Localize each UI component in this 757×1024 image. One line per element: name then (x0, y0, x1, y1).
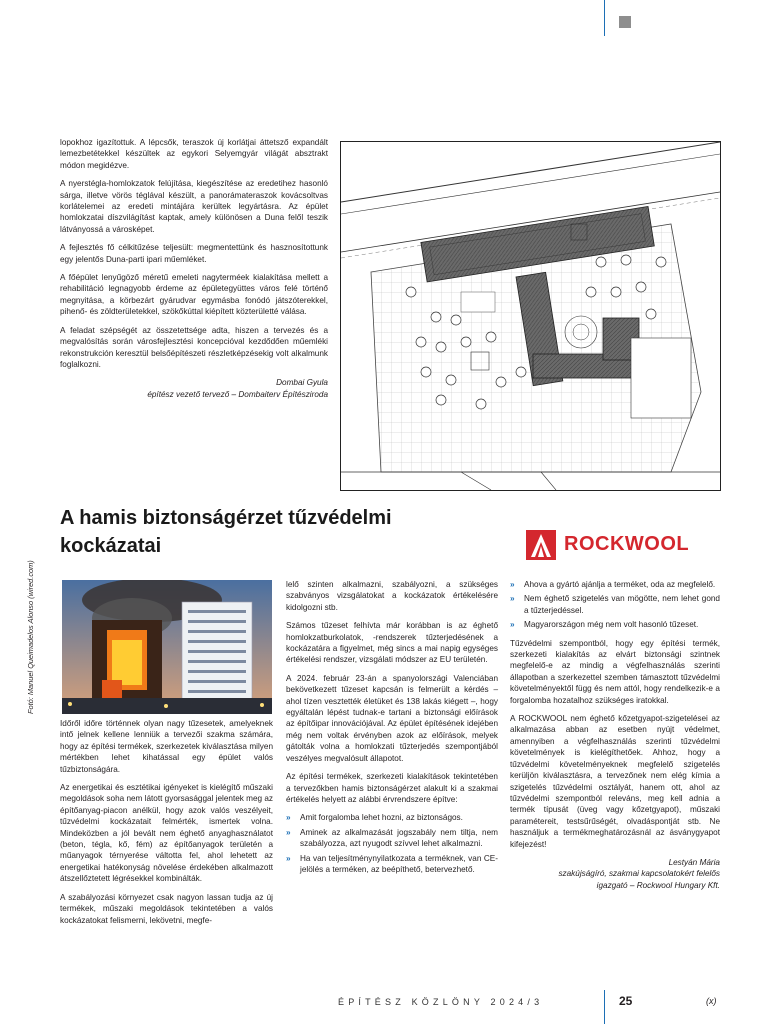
list-item: » Aminek az alkalmazását jogszabály nem tiltja, nem szabályozza, azt nyugodt szívvel lehet alkalmazni. (286, 827, 498, 850)
top-article-column (60, 137, 328, 400)
top-paragraph: A feladat szépségét az összetettsége adta, hiszen a tervezés és a megvalósítás során városfejlesztési koncepcióval kezdődően műemléki rekonstrukción keresztül belsőépítészeti részletképzésekig volt alkalmunk foglalkozni. (60, 325, 328, 369)
body-paragraph: A ROCKWOOL nem éghető kőzetgyapot-szigetelései az alkalmazása abban az esetben nyújt védelmet, amennyiben a végfelhasználás szerinti tűzvédelmi követelmények is kielégíthetőek. Ahhoz, hogy a tűzvédelmi követelményeknek megfelelő szigetelés kerüljön kiválasztásra, a tervezőnek nem elég kímia a szigetelés tűzvédelmi osztályát, hanem ott, ahol az tűzvédelmi szempontból releváns, meg kell adnia a termék típusát (üveg vagy kőzetgyapot), műszaki paramétereit, testsűrűségét, olvadáspontját stb. Ne használjuk a termékmeghatározásnál az ásványgyapot kifejezést! (510, 714, 720, 849)
article-title: A hamis biztonságérzet tűzvédelmi kockázatai (60, 507, 392, 557)
site-plan-svg (341, 142, 720, 490)
top-divider-line (604, 0, 605, 36)
bottom-author-company: igazgató – Rockwool Hungary Kft. (596, 880, 720, 890)
footer-divider-line (604, 990, 605, 1024)
page-number: 25 (619, 994, 633, 1008)
body-paragraph: Számos tűzeset felhívta már korábban is az éghető homlokzatburkolatok, -rendszerek tűzterjedésének a kockázatára a figyelmet, még sincs a mai napig egységes értékelési rendszer, vizsgálati módszer az EU területén. (286, 621, 498, 665)
list-item: » Amit forgalomba lehet hozni, az biztonságos. (286, 812, 498, 823)
body-paragraph: Az építési termékek, szerkezeti kialakítások tekintetében a tervezőkben hamis biztonságérzet alakult ki a szakmai értékelés helyett az alábbi érvrendszere építve: (286, 772, 498, 804)
list-item: » Ahova a gyártó ajánlja a terméket, oda az megfelelő. (510, 579, 720, 590)
article-column-2 (286, 579, 498, 882)
bottom-author-role: szakújságíró, szakmai kapcsolatokért felelős (558, 869, 720, 879)
list-item: » Ha van teljesítménynyilatkozata a terméknek, van CE-jelölés a terméken, az beépíthető, betervezhető. (286, 853, 498, 876)
top-paragraph: A nyerstégla-homlokzatok felújítása, kiegészítése az eredetihez hasonló sárga, illetve vörös téglával készült, a panorámateraszok kovácsoltvas korlátelemei az eredeti mintájára kerültek legyártásra. Az épület homlokzatai díszvilágítást kaptak, amely különösen a Duna felől teszik látványossá a városképet. (60, 179, 328, 234)
article-column-3 (510, 579, 720, 891)
body-paragraph: A szabályozási környezet csak nagyon lassan tudja az új termékek, műszaki megoldások tekintetében a valós kockázatokat felismerni, lekövetni, megfe- (60, 892, 273, 925)
body-paragraph: Időről időre történnek olyan nagy tűzesetek, amelyeknek intő jelnek kellene lenniük a tervezői szakma számára, hogy az építési termékek, szerkezetek kiválasztása milyen mértékben lehet kihatással egy épület valós tűzbiztonságára. (60, 719, 273, 774)
list-item: » Nem éghető szigetelés van mögötte, nem lehet gond a tűzterjedéssel. (510, 593, 720, 616)
header-square-marker (619, 16, 631, 28)
rockwool-logo (526, 530, 702, 562)
fire-building-photo (62, 580, 272, 714)
advertorial-mark: (x) (706, 996, 717, 1006)
top-paragraph: lopokhoz igazítottuk. A lépcsők, teraszok új korlátjai áttetsző expandált lemezbetétekkel készültek az egykori Selyemgyár világát absztrakt módon megidézve. (60, 138, 328, 170)
photo-caption (26, 560, 48, 714)
body-paragraph: A 2024. február 23-án a spanyolországi Valenciában bekövetkezett tűzeset kapcsán is felmerült a kérdés – ahol tízen vesztették életüket és 138 lakás kiégett –, hogy egyáltalán lépést tudnak-e tartani a biztonsági előírások az építőipar innovációjával. Az épület építésének idejében még nem voltak érvényben azok az előírások, melyek gátolták volna a homlokzati tűzterjedés szempontjából veszélyes megvalósult állapotot. (286, 673, 498, 763)
argument-list-continued (510, 579, 720, 631)
photo-caption-text: Fotó: Manuel Queimadelos Alonso (wired.com) (26, 560, 35, 714)
article-column-1 (60, 718, 273, 933)
body-paragraph: Tűzvédelmi szempontból, hogy egy építési termék, szerkezeti kialakítás az elvárt biztonsági szintnek megfelelő-e az mindig a végfelhasználás szerinti állapotban a szerkezettel szemben támasztott tűzvédelmi követelményektől függ és nem attól, hogy rendelkezik-e a forgalomba hozatalhoz szükséges iratokkal. (510, 638, 720, 705)
fire-photo-svg (62, 580, 272, 714)
top-paragraph: A főépület lenyűgöző méretű emeleti nagyterméek kialakítása mellett a rehabilitáció legnagyobb érdeme az épületegyüttes város felé történő megnyitása, a körbezárt gyárudvar egymásba fonódó játszóterekkel, pihenő- és zöldterületekkel, szökőkúttal kiépített közterületté válása. (60, 273, 328, 317)
logo-wordmark: ROCKWOOL (564, 533, 690, 555)
top-author-name: Dombai Gyula (276, 378, 328, 388)
body-paragraph: Az energetikai és esztétikai igényeket is kielégítő műszaki megoldások soha nem látott gyorsasággal jelentek meg az építőanyag-piacon anélkül, hogy azok valós veszélyeit, tűzvédelmi kockázatait felmérték, ismertek volna. Mindeközben a jól bevált nem éghető anyaghasználatot (beton, tégla, kő, fém) az építőanyagok területén a műanyagok térnyerése váltotta fel, ahol lehetett az energetikai hatékonyság növelése érdekében alkalmazott átszellőztetett légrésekkel kombinálták. (60, 783, 273, 884)
bottom-author-name: Lestyán Mária (668, 857, 720, 867)
argument-list (286, 812, 498, 875)
top-author-role: építész vezető tervező – Dombaiterv Építésziroda (147, 389, 328, 399)
journal-footer: ÉPÍTÉSZ KÖZLÖNY 2024/3 (338, 997, 544, 1007)
top-paragraph: A fejlesztés fő célkitűzése teljesült: megmentettünk és hasznosítottunk egy jelentős Duna-parti ipari műemléket. (60, 243, 328, 264)
site-plan-drawing (340, 141, 721, 491)
list-item: » Magyarországon még nem volt hasonló tűzeset. (510, 619, 720, 630)
body-paragraph: lelő szinten alkalmazni, szabályozni, a szükséges szabványos vizsgálatokat a kockázatok értékelésére kidolgozni stb. (286, 580, 498, 612)
